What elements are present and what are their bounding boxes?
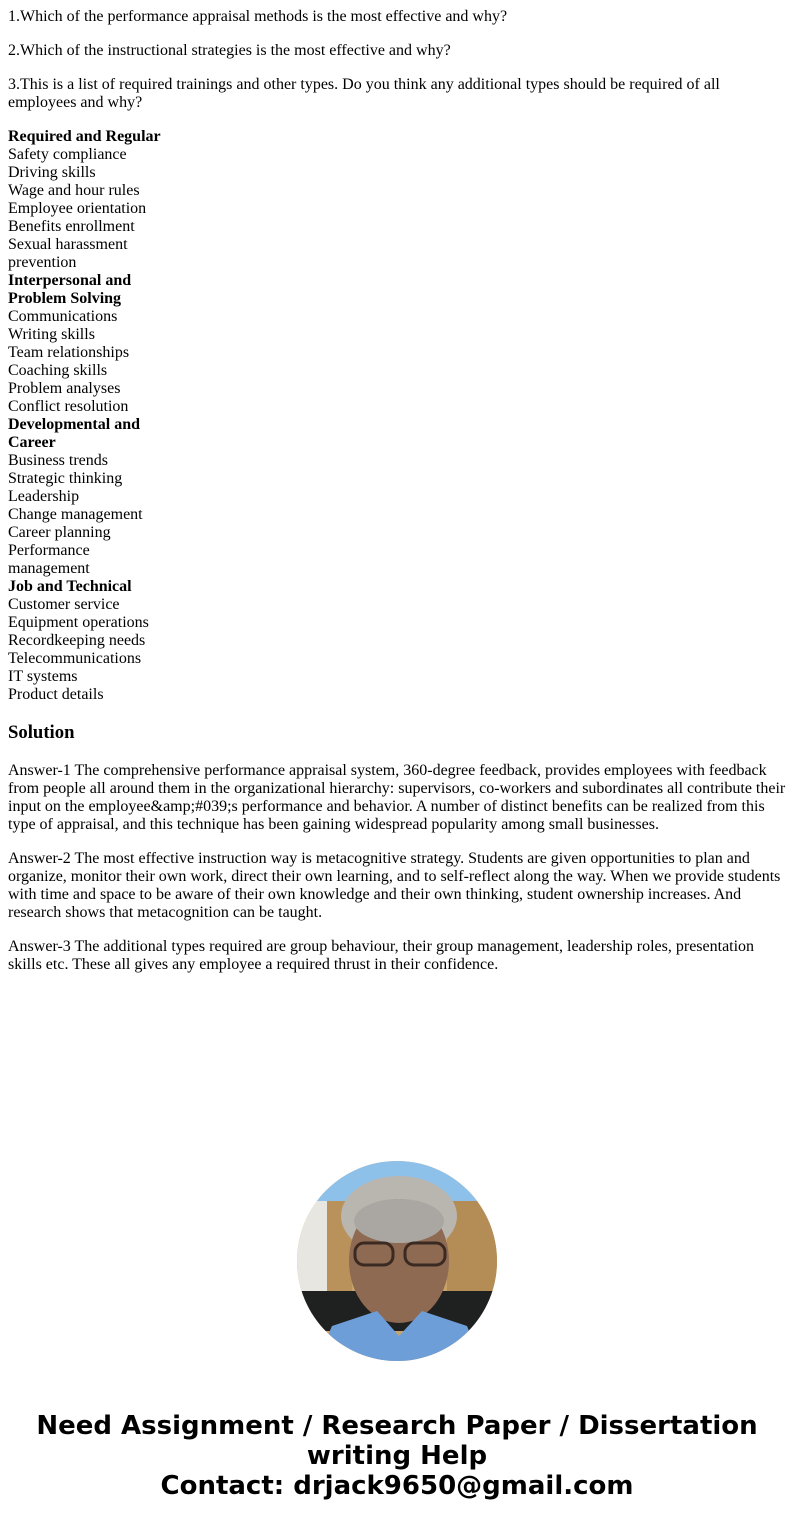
training-item: Wage and hour rules — [8, 182, 140, 199]
training-item: Sexual harassment prevention — [8, 236, 128, 271]
training-item: Safety compliance — [8, 146, 127, 163]
question-1: 1.Which of the performance appraisal methods is the most effective and why? — [8, 8, 508, 25]
training-item: Telecommunications — [8, 650, 142, 667]
training-item: Problem analyses — [8, 380, 121, 397]
training-item: Employee orientation — [8, 200, 147, 217]
training-item: Strategic thinking — [8, 470, 123, 487]
answer-1: Answer-1 The comprehensive performance appraisal system, 360-degree feedback, provides employees with feedback from people all around them in the organizational hierarchy: supervisors, co-workers and subordinates all contribute their input on the employee&amp;#039;s performance and behavior. A number of distinct benefits can be realized from this type of appraisal, and this technique has been gaining widespread popularity among small businesses. — [8, 762, 786, 833]
promo-text — [0, 1411, 794, 1501]
promo-contact[interactable]: Contact: drjack9650@gmail.com — [160, 1471, 634, 1501]
answer-2: Answer-2 The most effective instruction way is metacognitive strategy. Students are given opportunities to plan and organize, monitor their own work, direct their own learning, and to self-reflect along the way. When we provide students with time and space to be aware of their own knowledge and their own thinking, student ownership increases. And research shows that metacognition can be taught. — [8, 850, 781, 921]
training-list — [8, 128, 168, 704]
training-item: Benefits enrollment — [8, 218, 135, 235]
training-item: Team relationships — [8, 344, 130, 361]
training-item: Leadership — [8, 488, 80, 505]
training-category-heading: Required and Regular — [8, 128, 161, 145]
question-3: 3.This is a list of required trainings and other types. Do you think any additional types should be required of all employees and why? — [8, 76, 720, 111]
training-item: Driving skills — [8, 164, 96, 181]
answer-3: Answer-3 The additional types required are group behaviour, their group management, leadership roles, presentation skills etc. These all gives any employee a required thrust in their confidence. — [8, 938, 755, 973]
question-2: 2.Which of the instructional strategies is the most effective and why? — [8, 42, 451, 59]
training-item: Change management — [8, 506, 143, 523]
training-item: Career planning — [8, 524, 111, 541]
training-item: Equipment operations — [8, 614, 149, 631]
solution-heading: Solution — [8, 722, 75, 743]
training-item: Product details — [8, 686, 104, 703]
training-item: Performance management — [8, 542, 90, 577]
training-item: Business trends — [8, 452, 108, 469]
training-category-heading: Interpersonal and Problem Solving — [8, 272, 132, 307]
training-category-heading: Job and Technical — [8, 578, 132, 595]
author-photo — [297, 1161, 497, 1361]
training-item: Writing skills — [8, 326, 95, 343]
training-item: Customer service — [8, 596, 120, 613]
training-item: IT systems — [8, 668, 78, 685]
training-item: Coaching skills — [8, 362, 108, 379]
training-category-heading: Developmental and Career — [8, 416, 140, 451]
promo-line-1: Need Assignment / Research Paper / Dissertation writing Help — [36, 1411, 758, 1471]
training-item: Recordkeeping needs — [8, 632, 146, 649]
training-item: Communications — [8, 308, 118, 325]
promo-footer — [0, 1161, 794, 1501]
training-item: Conflict resolution — [8, 398, 129, 415]
document-body — [0, 8, 794, 974]
